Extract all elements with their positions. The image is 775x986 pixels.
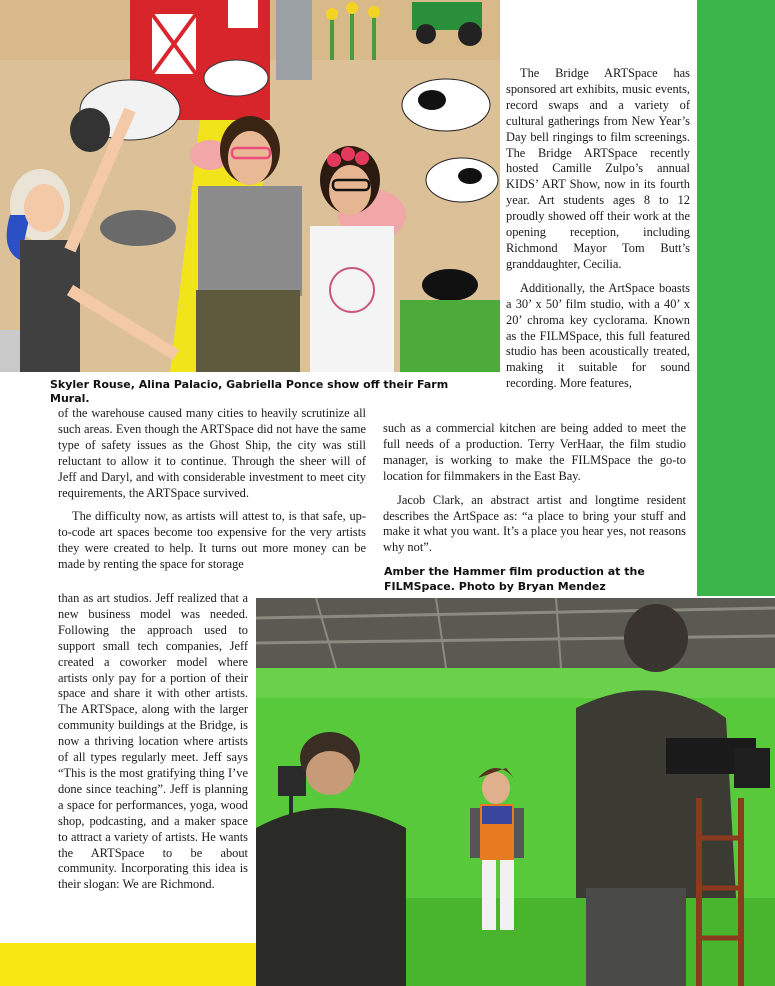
farm-mural-photo: [0, 0, 500, 372]
paragraph-difficulty: The difficulty now, as artists will attest to, is that safe, up-to-code art spaces become too expensive for the very artists they were created to help. It turns out more money can be made by renting the space for storage: [58, 509, 366, 572]
green-accent-bar: [697, 0, 775, 596]
yellow-accent-bar: [0, 943, 256, 986]
left-column-lower: [58, 591, 248, 901]
mural-photo-caption: Skyler Rouse, Alina Palacio, Gabriella Ponce show off their Farm Mural.: [50, 378, 449, 405]
left-column-upper: [58, 406, 366, 581]
paragraph-ghost-ship: of the warehouse caused many cities to heavily scrutinize all such areas. Even though the ARTSpace did not have the same type of safety issues as the Ghost Ship, the city was still reluctant to allow it to continue. Through the sheer will of Jeff and Daryl, and with considerable investment to meet city requirements, the ARTSpace survived.: [58, 406, 366, 500]
right-column-upper: [506, 66, 690, 400]
paragraph-jacob-clark: Jacob Clark, an abstract artist and longtime resident describes the ArtSpace as: “a place to bring your stuff and make it what you want. It’s a place you hear yes, not reasons why not”.: [383, 492, 686, 555]
film-production-photo: [256, 598, 775, 986]
paragraph-film-studio-cont: such as a commercial kitchen are being added to meet the full needs of a production. Terry VerHaar, the film studio manager, is working to make the FILMSpace the go-to location for filmmakers in the East Bay.: [383, 421, 686, 483]
paragraph-artspace-events: The Bridge ARTSpace has sponsored art exhibits, music events, record swaps and a variety of cultural gatherings from New Year’s Day bell ringings to film screenings. The Bridge ARTSpace recently hosted Camille Zulpo’s annual KIDS’ ART Show, now in its fourth year. Art students ages 8 to 12 proudly showed off their work at the opening reception, including Richmond Mayor Tom Butt’s granddaughter, Cecilia.: [506, 66, 690, 271]
right-column-lower: [383, 421, 686, 564]
paragraph-film-studio: Additionally, the ArtSpace boasts a 30’ x 50’ film studio, with a 40’ x 20’ chroma key cyclorama. Known as the FILMSpace, this full featured studio has been acoustically treated, making it suitable for sound recording. More features,: [506, 280, 690, 391]
film-photo-caption: Amber the Hammer film production at the FILMSpace. Photo by Bryan Mendez: [384, 565, 645, 593]
paragraph-business-model: than as art studios. Jeff realized that a new business model was needed. Following the approach used to support small tech companies, Jeff created a coworker model where artists only pay for a portion of their space and share it with other artists. The ARTSpace, along with the larger community buildings at the Bridge, is now a thriving location where artists of all types regularly meet. Jeff says “This is the most gratifying thing I’ve done since teaching”. Jeff is planning a space for performances, yoga, wood shop, podcasting, and a maker space to attract a variety of artists. He wants the ARTSpace to be about community. Incorporating this idea is their slogan: We are Richmond.: [58, 591, 248, 892]
